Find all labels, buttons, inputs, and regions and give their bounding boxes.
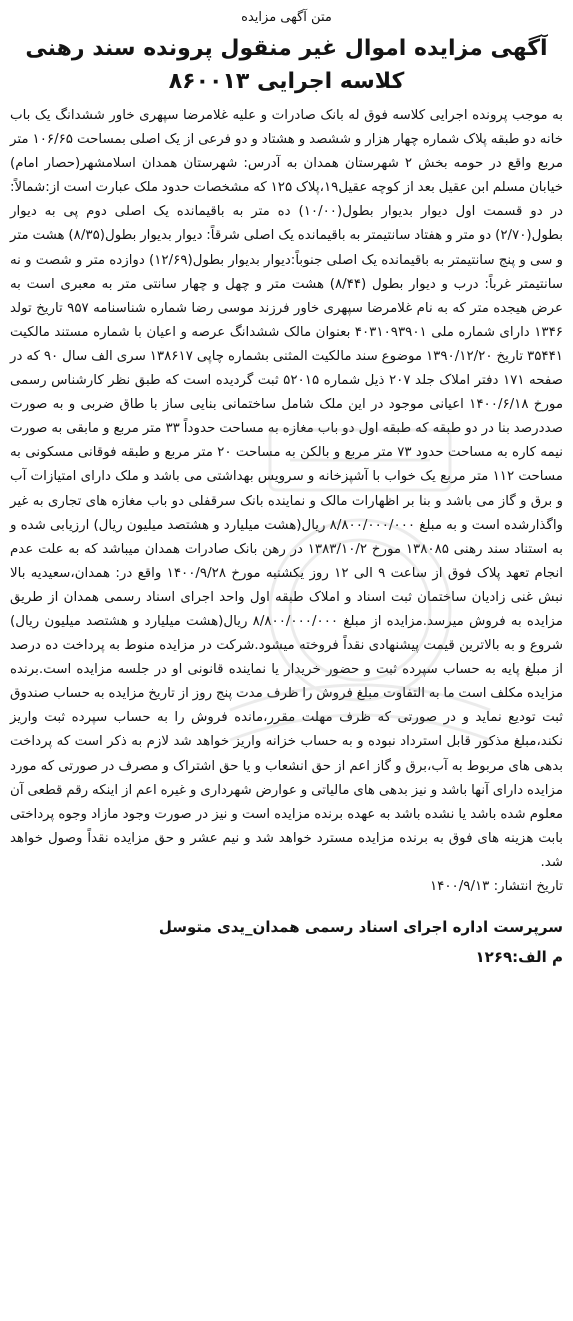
notice-label: متن آگهی مزایده: [241, 10, 332, 25]
notice-body: به موجب پرونده اجرایی کلاسه فوق له بانک صادرات و علیه غلامرضا سپهری خاور ششدانگ یک باب خانه دو طبقه پلاک شماره چهار هزار و ششصد و هشتاد و دو فرعی از یک اصلی بمساحت ۱۰۶/۶۵ متر مربع واقع در حومه بخش ۲ شهرستان همدان به آدرس: شهرستان همدان اسلامشهر(حصار امام) خیابان مسلم ابن عقیل بعد از کوچه عقیل۱۹،پلاک ۱۲۵ که مشخصات حدود ملک عبارت است از:شمالاً: در دو قسمت اول دیوار بدیوار بطول(۱۰/۰۰) ده متر به باقیمانده یک اصلی دوم پی به دیوار بطول(۲/۷۰) دو متر و هفتاد سانتیمتر به باقیمانده یک اصلی شرقاً: دیوار بدیوار بطول(۸/۳۵) هشت متر و سی و پنج سانتیمتر به باقیمانده یک اصلی جنوباً:دیوار بدیوار بطول(۱۲/۶۹) دوازده متر و شصت و نه سانتیمتر غرباً: درب و دیوار بطول (۸/۴۴) هشت متر و چهل و چهار سانتی متر به معبری است به عرض هیجده متر که به نام غلامرضا سپهری خاور فرزند موسی رضا شماره شناسنامه ۹۵۷ تاریخ تولد ۱۳۴۶ دارای شماره ملی ۴۰۳۱۰۹۳۹۰۱ بعنوان مالک ششدانگ عرصه و اعیان با شماره مستند مالکیت ۳۵۴۴۱ تاریخ ۱۳۹۰/۱۲/۲۰ موضوع سند مالکیت المثنی بشماره چاپی ۱۳۸۶۱۷ سری الف سال ۹۰ که در صفحه ۱۷۱ دفتر املاک جلد ۲۰۷ ذیل شماره ۵۲۰۱۵ ثبت گردیده است که طبق نظر کارشناس رسمی مورخ ۱۴۰۰/۶/۱۸ اعیانی موجود در این ملک شامل ساختمانی بنایی ساز با طاق ضربی و به صورت صددرصد بنا در دو طبقه که طبقه اول دو باب مغازه به مساحت حدوداً ۳۳ متر مربع و مابقی به صورت نیمه کاره به مساحت حدود ۷۳ متر مربع و بالکن به مساحت ۲۰ متر مربع و طبقه فوقانی مسکونی به مساحت ۱۱۲ متر مربع یک خواب با آشپزخانه و سرویس بهداشتی می باشد و ملک دارای امتیازات آب و برق و گاز می باشد و بنا بر اظهارات مالک و نماینده بانک سرقفلی دو باب مغازه های تجاری به غیر واگذارشده است و به مبلغ ۸/۸۰۰/۰۰۰/۰۰۰ ریال(هشت میلیارد و هشتصد میلیون ریال) ارزیابی شده و به استناد سند رهنی ۱۳۸۰۸۵ مورخ ۱۳۸۳/۱۰/۲ در رهن بانک صادرات همدان میباشد که به علت عدم انجام تعهد پلاک فوق از ساعت ۹ الی ۱۲ روز یکشنبه مورخ ۱۴۰۰/۹/۲۸ واقع در: همدان،سعیدیه بالا نبش غنی زادیان ساختمان ثبت اسناد و املاک طبقه اول واحد اجرای اسناد رسمی همدان از طریق مزایده به فروش میرسد.مزایده از مبلغ ۸/۸۰۰/۰۰۰/۰۰۰ ریال(هشت میلیارد و هشتصد میلیون ریال) شروع و به بالاترین قیمت پیشنهادی نقداً فروخته میشود.شرکت در مزایده منوط به پرداخت ده درصد از مبلغ پایه به حساب سپرده ثبت و حضور خریدار یا نماینده قانونی او در جلسه مزایده است.برنده مزایده مکلف است ما به التفاوت مبلغ فروش را ظرف مدت پنج روز از تاریخ مزایده به حساب صندوق ثبت تودیع نماید و در صورتی که ظرف مهلت مقرر،مانده فروش را به حساب سپرده ثبت واریز نکند،مبلغ مذکور قابل استرداد نبوده و به حساب خزانه واریز خواهد شد لازم به ذکر است که پرداخت بدهی های مربوط به آب،برق و گاز اعم از حق انشعاب و یا حق اشتراک و مصرف در صورتی که مورد مزایده دارای آنها باشد و نیز بدهی های مالیاتی و عوارض شهرداری و غیره اعم از اینکه رقم قطعی آن معلوم شده باشد یا نشده باشد به عهده برنده مزایده است و نیز در صورت وجود مازاد وجوه پرداختی بابت هزینه های فوق به برنده مزایده مسترد خواهد شد و نیم عشر و حق مزایده نقداً وصول خواهد شد.: [10, 108, 564, 870]
notice-title: آگهی مزایده اموال غیر منقول پرونده سند رهنی کلاسه اجرایی ۸۶۰۰۱۳: [25, 36, 548, 94]
publish-date: تاریخ انتشار: ۱۴۰۰/۹/۱۳: [429, 879, 563, 894]
reference-code: م الف:۱۲۶۹: [475, 948, 563, 966]
signature: سرپرست اداره اجرای اسناد رسمی همدان_یدی متوسل: [158, 918, 563, 936]
